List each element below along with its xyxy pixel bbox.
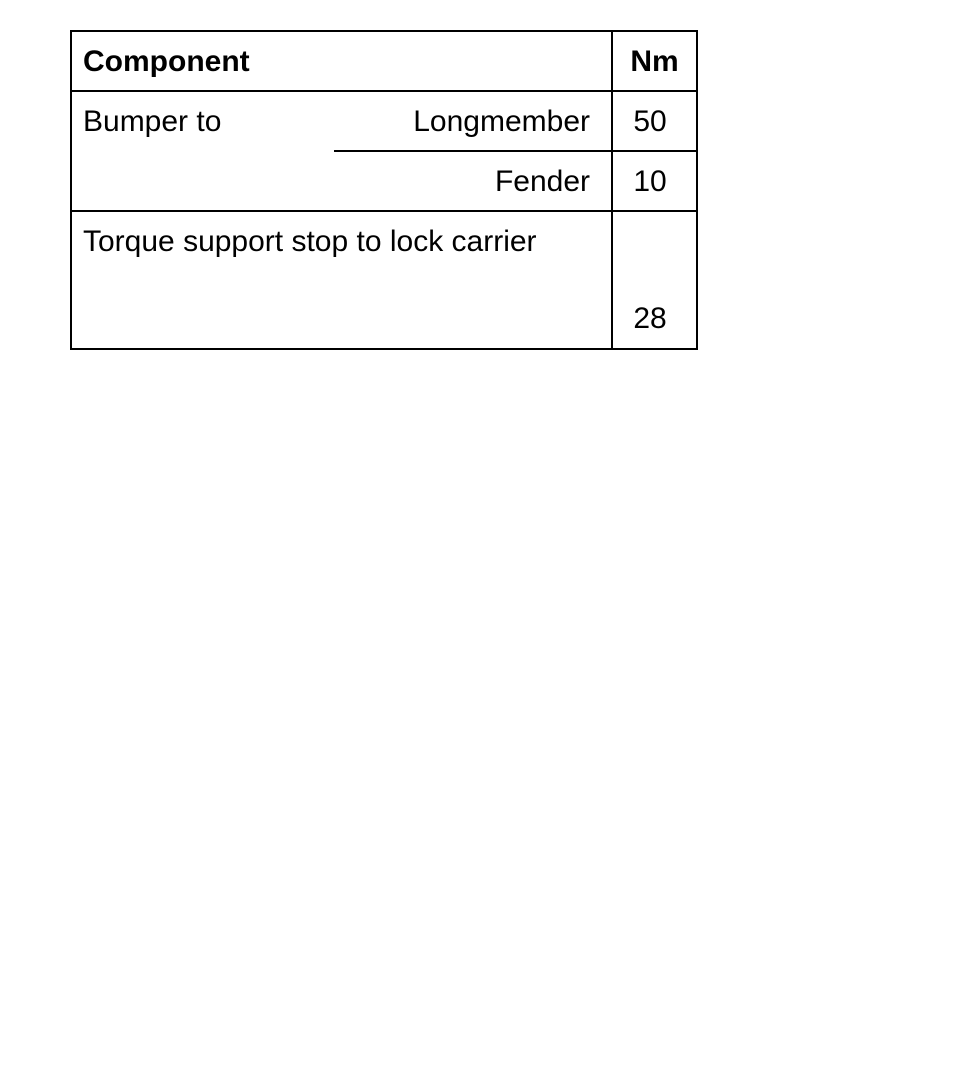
fender-label: Fender [494,165,590,198]
bumper-group-label: Bumper to [83,105,222,138]
header-nm: Nm [630,45,679,78]
torque-support-value: 28 [633,302,667,335]
header-divider [72,90,696,92]
torque-support-label: Torque support stop to lock carrier [83,225,537,258]
longmember-label: Longmember [413,105,590,138]
bumper-group-divider [72,210,696,212]
torque-specification-table [70,30,698,350]
fender-value: 10 [633,165,667,198]
longmember-value: 50 [633,105,667,138]
header-component: Component [83,45,250,78]
bumper-subrow-divider [334,150,696,152]
